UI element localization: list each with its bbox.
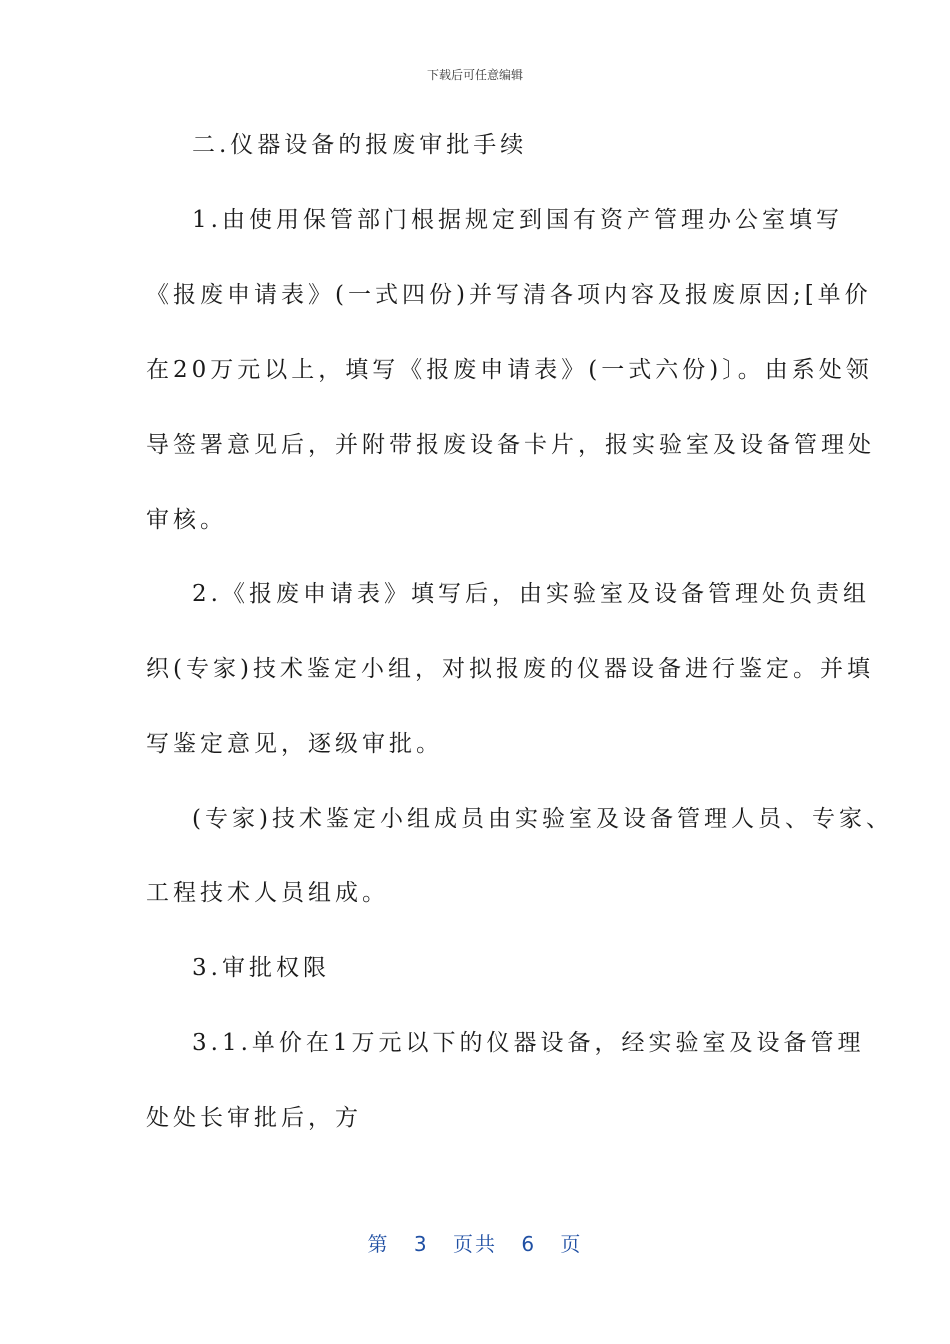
paragraph-line: 《报废申请表》(一式四份)并写清各项内容及报废原因;[单价 xyxy=(146,282,872,308)
subsection-heading: 3.审批权限 xyxy=(192,955,330,981)
paragraph-line: 2.《报废申请表》填写后，由实验室及设备管理处负责组 xyxy=(192,581,870,607)
paragraph-line: 工程技术人员组成。 xyxy=(146,880,389,906)
paragraph-line: 审核。 xyxy=(146,507,227,533)
paragraph-line: 3.1.单价在1万元以下的仪器设备，经实验室及设备管理 xyxy=(192,1030,865,1056)
paragraph-line: 织(专家)技术鉴定小组，对拟报废的仪器设备进行鉴定。并填 xyxy=(146,656,874,682)
paragraph-line: 1.由使用保管部门根据规定到国有资产管理办公室填写 xyxy=(192,207,843,233)
paragraph-line: (专家)技术鉴定小组成员由实验室及设备管理人员、专家、 xyxy=(192,806,893,832)
paragraph-line: 写鉴定意见，逐级审批。 xyxy=(146,731,443,757)
header-note: 下载后可任意编辑 xyxy=(426,68,523,82)
paragraph-line: 处处长审批后，方 xyxy=(146,1105,362,1131)
page-number-footer: 第 3 页共 6 页 xyxy=(367,1232,583,1256)
paragraph-line: 在20万元以上，填写《报废申请表》(一式六份)〕。由系处领 xyxy=(146,357,873,383)
section-heading: 二.仪器设备的报废审批手续 xyxy=(192,132,528,158)
paragraph-line: 导签署意见后，并附带报废设备卡片，报实验室及设备管理处 xyxy=(146,432,875,458)
